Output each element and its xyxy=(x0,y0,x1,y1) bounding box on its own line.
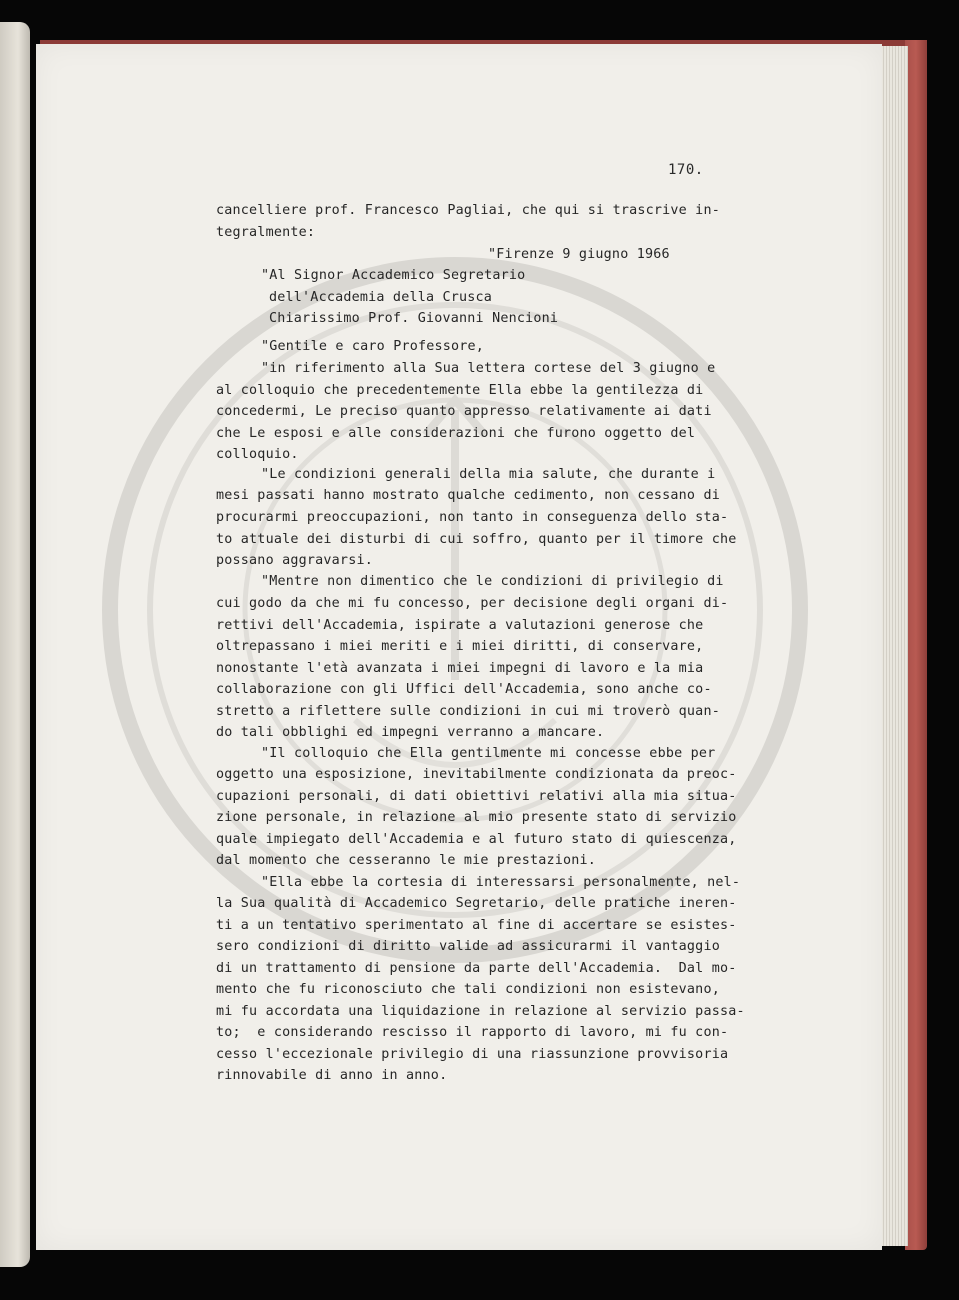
text-line: collaborazione con gli Uffici dell'Accademia, sono anche co- xyxy=(216,682,712,697)
text-line: che Le esposi e alle considerazioni che furono oggetto del xyxy=(216,426,696,441)
text-line: procurarmi preoccupazioni, non tanto in conseguenza dello sta- xyxy=(216,510,729,525)
text-line: "Le condizioni generali della mia salute, che durante i xyxy=(261,467,716,482)
text-line: la Sua qualità di Accademico Segretario, delle pratiche ineren- xyxy=(216,896,737,911)
text-line: possano aggravarsi. xyxy=(216,553,373,568)
page-stack xyxy=(878,46,908,1246)
text-line: tegralmente: xyxy=(216,225,316,240)
text-line: dell'Accademia della Crusca xyxy=(269,290,493,305)
text-line: cui godo da che mi fu concesso, per decisione degli organi di- xyxy=(216,596,729,611)
text-line: cupazioni personali, di dati obiettivi relativi alla mia situa- xyxy=(216,789,737,804)
left-page-edge xyxy=(0,22,30,1267)
text-line: oltrepassano i miei meriti e i miei diritti, di conservare, xyxy=(216,639,704,654)
text-line: Chiarissimo Prof. Giovanni Nencioni xyxy=(269,311,559,326)
text-line: sero condizioni di diritto valide ad assicurarmi il vantaggio xyxy=(216,939,720,954)
text-line: stretto a riflettere sulle condizioni in cui mi troverò quan- xyxy=(216,704,720,719)
text-line: "Ella ebbe la cortesia di interessarsi personalmente, nel- xyxy=(261,875,741,890)
text-line: quale impiegato dell'Accademia e al futuro stato di quiescenza, xyxy=(216,832,737,847)
text-line: to; e considerando rescisso il rapporto di lavoro, mi fu con- xyxy=(216,1025,729,1040)
text-line: "Firenze 9 giugno 1966 xyxy=(488,247,670,262)
text-line: colloquio. xyxy=(216,447,299,462)
text-line: ti a un tentativo sperimentato al fine di accertare se esistes- xyxy=(216,918,737,933)
text-line: "in riferimento alla Sua lettera cortese del 3 giugno e xyxy=(261,361,716,376)
binding-right xyxy=(905,40,927,1250)
text-line: di un trattamento di pensione da parte dell'Accademia. Dal mo- xyxy=(216,961,737,976)
text-line: rettivi dell'Accademia, ispirate a valutazioni generose che xyxy=(216,618,704,633)
text-line: nonostante l'età avanzata i miei impegni di lavoro e la mia xyxy=(216,661,704,676)
text-line: mesi passati hanno mostrato qualche cedimento, non cessano di xyxy=(216,488,720,503)
text-line: "Gentile e caro Professore, xyxy=(261,339,485,354)
text-line: zione personale, in relazione al mio presente stato di servizio xyxy=(216,810,737,825)
text-line: "Il colloquio che Ella gentilmente mi concesse ebbe per xyxy=(261,746,716,761)
text-line: do tali obblighi ed impegni verranno a mancare. xyxy=(216,725,605,740)
text-line: concedermi, Le preciso quanto appresso relativamente ai dati xyxy=(216,404,712,419)
text-line: al colloquio che precedentemente Ella ebbe la gentilezza di xyxy=(216,383,704,398)
text-line: mi fu accordata una liquidazione in relazione al servizio passa- xyxy=(216,1004,745,1019)
text-line: mento che fu riconosciuto che tali condizioni non esistevano, xyxy=(216,982,720,997)
text-line: "Mentre non dimentico che le condizioni di privilegio di xyxy=(261,574,724,589)
text-line: dal momento che cesseranno le mie prestazioni. xyxy=(216,853,597,868)
text-line: oggetto una esposizione, inevitabilmente condizionata da preoc- xyxy=(216,767,737,782)
page-number: 170. xyxy=(668,162,704,178)
text-line: cancelliere prof. Francesco Pagliai, che qui si trascrive in- xyxy=(216,203,720,218)
text-line: rinnovabile di anno in anno. xyxy=(216,1068,448,1083)
text-line: cesso l'eccezionale privilegio di una riassunzione provvisoria xyxy=(216,1047,729,1062)
text-line: "Al Signor Accademico Segretario xyxy=(261,268,526,283)
text-line: to attuale dei disturbi di cui soffro, quanto per il timore che xyxy=(216,532,737,547)
